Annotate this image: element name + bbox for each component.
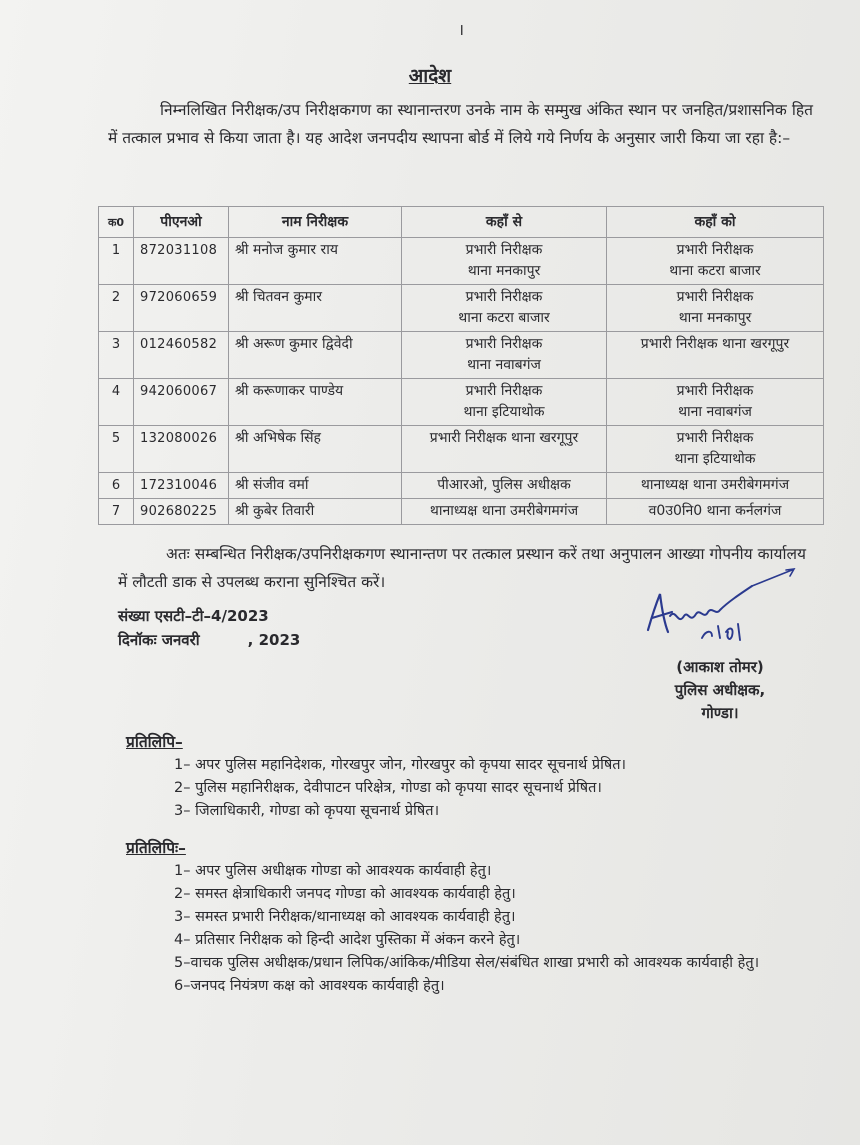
cell-to-line: प्रभारी निरीक्षक [676, 242, 754, 258]
cell-from-line: थानाध्यक्ष थाना उमरीबेगमगंज [429, 503, 579, 519]
officer-designation: पुलिस अधीक्षक, [674, 681, 766, 699]
cell-to [607, 499, 824, 525]
table-row [99, 379, 824, 426]
cell-to-line: थाना कटरा बाजार [669, 263, 761, 279]
cell-serial: 2 [99, 285, 134, 332]
header-serial: क0 [99, 207, 134, 238]
cell-serial: 1 [99, 238, 134, 285]
cell-to-line: प्रभारी निरीक्षक [676, 430, 754, 446]
cell-from-line: प्रभारी निरीक्षक [465, 383, 543, 399]
header-from: कहाँ से [402, 207, 607, 238]
cell-pno: 942060067 [134, 379, 229, 426]
cell-pno: 012460582 [134, 332, 229, 379]
cell-to-line: थानाध्यक्ष थाना उमरीबेगमगंज [640, 477, 790, 493]
cell-name: श्री चितवन कुमार [229, 285, 402, 332]
cell-pno: 132080026 [134, 426, 229, 473]
list-item: 6–जनपद नियंत्रण कक्ष को आवश्यक कार्यवाही हेतु। [174, 978, 445, 994]
cell-from-line: प्रभारी निरीक्षक [465, 242, 543, 258]
copy-list-2 [126, 860, 759, 998]
list-item: 5–वाचक पुलिस अधीक्षक/प्रधान लिपिक/आंकिक/मीडिया सेल/संबंधित शाखा प्रभारी को आवश्यक कार्यवाही हेतु। [174, 955, 760, 971]
reference-number: संख्या एसटी–टी–4/2023 [118, 607, 269, 625]
list-item: 3– समस्त प्रभारी निरीक्षक/थानाध्यक्ष को आवश्यक कार्यवाही हेतु। [174, 909, 516, 925]
officer-name: (आकाश तोमर) [676, 658, 764, 676]
cell-from-line: प्रभारी निरीक्षक [465, 336, 543, 352]
cell-from-line: थाना कटरा बाजार [458, 310, 550, 326]
cell-serial: 6 [99, 473, 134, 499]
cell-to [607, 473, 824, 499]
table-row [99, 332, 824, 379]
cell-to [607, 332, 824, 379]
date-year: , 2023 [247, 631, 301, 649]
copy-to-block-1 [126, 730, 626, 823]
copy-title-1: प्रतिलिपि– [126, 733, 183, 751]
date-label: दिनॉकः जनवरी [118, 631, 200, 649]
list-item: 1– अपर पुलिस महानिदेशक, गोरखपुर जोन, गोरखपुर को कृपया सादर सूचनार्थ प्रेषित। [174, 757, 627, 773]
cell-to-line: व0उ0नि0 थाना कर्नलगंज [648, 503, 782, 519]
signature-image [642, 568, 802, 652]
copy-to-block-2 [126, 836, 759, 998]
page-mark: । [458, 20, 465, 39]
cell-serial: 5 [99, 426, 134, 473]
cell-pno: 172310046 [134, 473, 229, 499]
reference-block [118, 604, 300, 652]
cell-from [402, 379, 607, 426]
table-row [99, 499, 824, 525]
list-item: 3– जिलाधिकारी, गोण्डा को कृपया सूचनार्थ प्रेषित। [174, 803, 440, 819]
cell-from-line: थाना नवाबगंज [467, 357, 541, 373]
header-name: नाम निरीक्षक [229, 207, 402, 238]
cell-pno: 902680225 [134, 499, 229, 525]
order-title: आदेश [408, 65, 452, 87]
header-pno: पीएनओ [134, 207, 229, 238]
cell-to-line: प्रभारी निरीक्षक [676, 383, 754, 399]
transfer-table [98, 206, 824, 525]
list-item: 2– समस्त क्षेत्राधिकारी जनपद गोण्डा को आवश्यक कार्यवाही हेतु। [174, 886, 516, 902]
cell-name: श्री अरूण कुमार द्विवेदी [229, 332, 402, 379]
cell-name: श्री अभिषेक सिंह [229, 426, 402, 473]
cell-pno: 972060659 [134, 285, 229, 332]
cell-pno: 872031108 [134, 238, 229, 285]
cell-to-line: प्रभारी निरीक्षक थाना खरगूपुर [640, 336, 790, 352]
cell-from-line: प्रभारी निरीक्षक [465, 289, 543, 305]
cell-to [607, 238, 824, 285]
cell-to-line: थाना मनकापुर [678, 310, 752, 326]
cell-from [402, 499, 607, 525]
officer-district: गोण्डा। [701, 704, 739, 722]
table-header-row [99, 207, 824, 238]
table-row [99, 426, 824, 473]
cell-to [607, 379, 824, 426]
cell-from-line: पीआरओ, पुलिस अधीक्षक [437, 477, 571, 493]
table-body [99, 238, 824, 525]
list-item: 1– अपर पुलिस अधीक्षक गोण्डा को आवश्यक कार्यवाही हेतु। [174, 863, 492, 879]
cell-from-line: थाना इटियाथोक [463, 404, 545, 420]
cell-name: श्री कुबेर तिवारी [229, 499, 402, 525]
cell-from [402, 332, 607, 379]
cell-from-line: प्रभारी निरीक्षक थाना खरगूपुर [429, 430, 579, 446]
table-row [99, 473, 824, 499]
cell-from [402, 473, 607, 499]
header-to: कहाँ को [607, 207, 824, 238]
cell-name: श्री मनोज कुमार राय [229, 238, 402, 285]
cell-to [607, 285, 824, 332]
copy-list-1 [126, 754, 626, 823]
list-item: 2– पुलिस महानिरीक्षक, देवीपाटन परिक्षेत्र, गोण्डा को कृपया सादर सूचनार्थ प्रेषित। [174, 780, 602, 796]
cell-from [402, 285, 607, 332]
table-row [99, 238, 824, 285]
reference-date [118, 628, 300, 652]
list-item: 4– प्रतिसार निरीक्षक को हिन्दी आदेश पुस्तिका में अंकन करने हेतु। [174, 932, 521, 948]
cell-serial: 4 [99, 379, 134, 426]
cell-name: श्री संजीव वर्मा [229, 473, 402, 499]
cell-name: श्री करूणाकर पाण्डेय [229, 379, 402, 426]
cell-to [607, 426, 824, 473]
table-row [99, 285, 824, 332]
cell-to-line: थाना नवाबगंज [678, 404, 752, 420]
cell-from-line: थाना मनकापुर [467, 263, 541, 279]
closing-paragraph: अतः सम्बन्धित निरीक्षक/उपनिरीक्षकगण स्थानान्तण पर तत्काल प्रस्थान करें तथा अनुपालन आख्या गोपनीय कार्यालय में लौटती डाक से उपलब्ध कराना सुनिश्चित करें। [118, 545, 806, 591]
cell-from [402, 238, 607, 285]
cell-to-line: थाना इटियाथोक [674, 451, 756, 467]
cell-from [402, 426, 607, 473]
intro-paragraph: निम्नलिखित निरीक्षक/उप निरीक्षकगण का स्थानान्तरण उनके नाम के सम्मुख अंकित स्थान पर जनहित/प्रशासनिक हित में तत्काल प्रभाव से किया जाता है। यह आदेश जनपदीय स्थापना बोर्ड में लिये गये निर्णय के अनुसार जारी किया जा रहा है:– [108, 101, 813, 147]
officer-block [650, 656, 790, 725]
cell-serial: 7 [99, 499, 134, 525]
copy-title-2: प्रतिलिपिः– [126, 839, 186, 857]
cell-to-line: प्रभारी निरीक्षक [676, 289, 754, 305]
cell-serial: 3 [99, 332, 134, 379]
